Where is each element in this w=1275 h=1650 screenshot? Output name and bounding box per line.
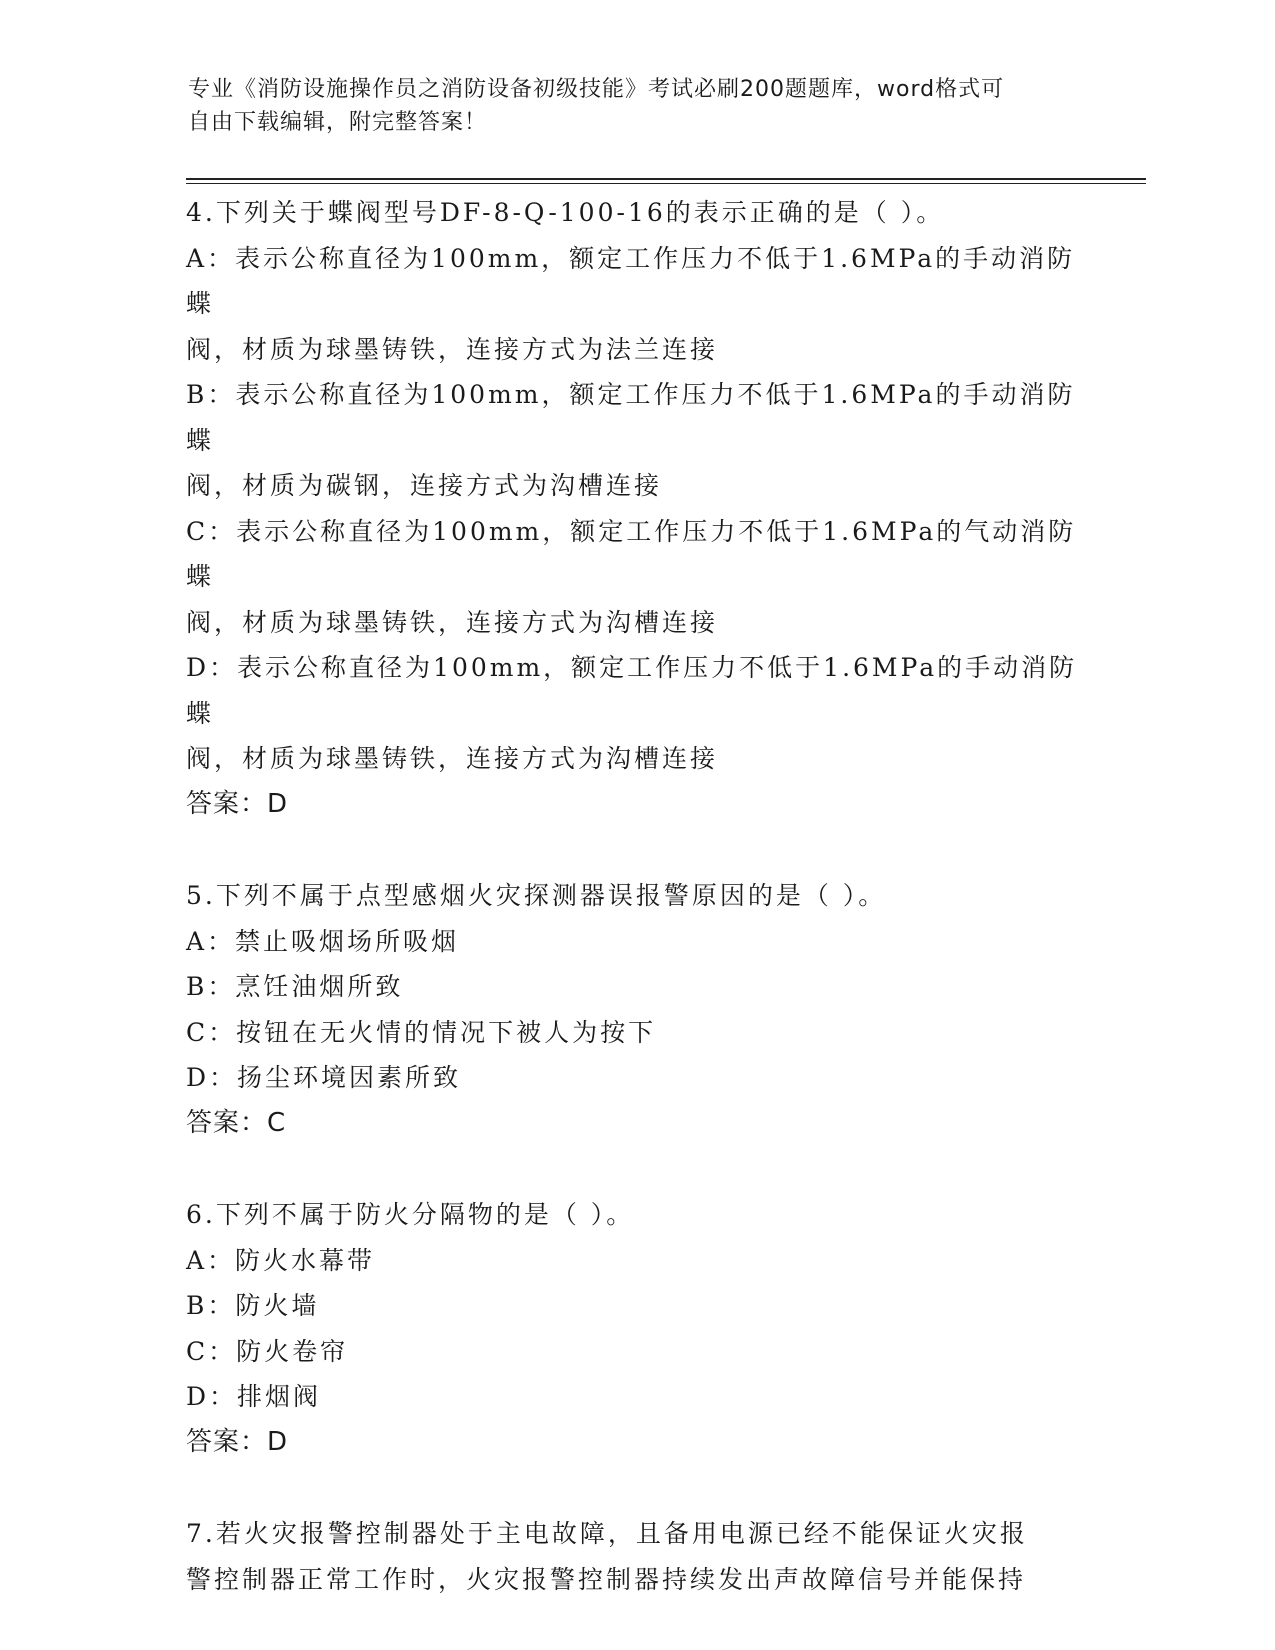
header-divider-thick [186, 178, 1146, 180]
option-line: C：防火卷帘 [186, 1336, 349, 1366]
header-line-1: 专业《消防设施操作员之消防设备初级技能》考试必刷200题题库，word格式可 [188, 77, 1005, 102]
question-list [186, 190, 1086, 1648]
option-line: C：按钮在无火情的情况下被人为按下 [186, 1017, 657, 1047]
question-block [186, 873, 1086, 1146]
option-line: 阀，材质为碳钢，连接方式为沟槽连接 [186, 471, 663, 500]
question-stem-line: 警控制器正常工作时，火灾报警控制器持续发出声故障信号并能保持 [186, 1564, 1027, 1594]
question-stem-line: 5.下列不属于点型感烟火灾探测器误报警原因的是（ ）。 [186, 881, 887, 910]
option-line: A：禁止吸烟场所吸烟 [186, 926, 460, 956]
question-block [186, 190, 1086, 827]
document-header [188, 73, 1078, 139]
option-line: 阀，材质为球墨铸铁，连接方式为法兰连接 [186, 334, 719, 364]
question-block [186, 1192, 1086, 1465]
option-line: B：表示公称直径为100mm，额定工作压力不低于1.6MPa的手动消防蝶 [186, 380, 1076, 455]
option-line: A：表示公称直径为100mm，额定工作压力不低于1.6MPa的手动消防蝶 [186, 243, 1076, 318]
option-line: B：烹饪油烟所致 [186, 972, 404, 1001]
header-line-2: 自由下载编辑，附完整答案！ [188, 110, 488, 135]
question-stem-line: 6.下列不属于防火分隔物的是（ ）。 [186, 1200, 635, 1229]
answer-line: 答案：D [186, 788, 289, 819]
question-block [186, 1511, 1086, 1602]
option-line: C：表示公称直径为100mm，额定工作压力不低于1.6MPa的气动消防蝶 [186, 516, 1077, 591]
option-line: D：扬尘环境因素所致 [186, 1063, 462, 1092]
option-line: 阀，材质为球墨铸铁，连接方式为沟槽连接 [186, 744, 719, 773]
option-line: 阀，材质为球墨铸铁，连接方式为沟槽连接 [186, 607, 719, 637]
question-stem-line: 7.若火灾报警控制器处于主电故障，且备用电源已经不能保证火灾报 [186, 1519, 1028, 1548]
option-line: A：防火水幕带 [186, 1245, 376, 1275]
answer-line: 答案：D [186, 1426, 289, 1457]
answer-line: 答案：C [186, 1107, 287, 1138]
option-line: D：排烟阀 [186, 1382, 322, 1411]
option-line: D：表示公称直径为100mm，额定工作压力不低于1.6MPa的手动消防蝶 [186, 653, 1078, 728]
header-divider-thin [186, 183, 1146, 184]
question-stem-line: 4.下列关于蝶阀型号DF-8-Q-100-16的表示正确的是（ ）。 [186, 198, 945, 227]
option-line: B：防火墙 [186, 1291, 320, 1320]
